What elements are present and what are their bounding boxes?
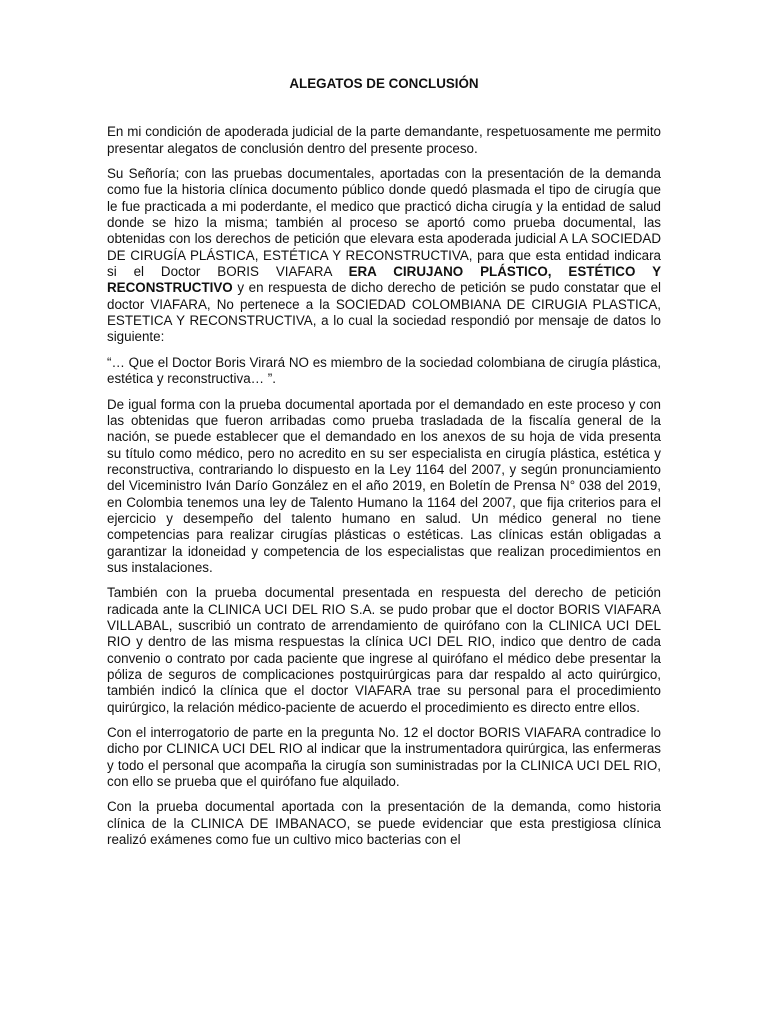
paragraph-clinic-response: También con la prueba documental presentada en respuesta del derecho de petición radicada ante la CLINICA UCI DEL RIO S.A. se pudo probar que el doctor BORIS VIAFARA VILLABAL, suscribió un contrato de arrendamiento de quirófano con la CLINICA UCI DEL RIO y dentro de las misma respuestas la clínica UCI DEL RIO, indico que dentro de cada convenio o contrato por cada paciente que ingrese al quirófano el médico debe presentar la póliza de seguros de complicaciones postquirúrgicas para dar respaldo al acto quirúrgico, también indicó la clínica que el doctor VIAFARA trae su personal para el procedimiento quirúrgico, la relación médico-paciente de acuerdo el procedimiento es directo entre ellos. — [107, 585, 661, 715]
paragraph-quote: “… Que el Doctor Boris Virará NO es miembro de la sociedad colombiana de cirugía plástica, estética y reconstructiva… ”. — [107, 354, 661, 387]
document-page — [107, 76, 661, 857]
paragraph-evidence-text-a: Su Señoría; con las pruebas documentales, aportadas con la presentación de la demanda como fue la historia clínica documento público donde quedó plasmada el tipo de cirugía que le fue practicada a mi poderdante, el medico que practicó dicha cirugía y la entidad de salud donde se hizo la misma; también al proceso se aportó como prueba documental, las obtenidas con los derechos de petición que elevara esta apoderada judicial A LA SOCIEDAD DE CIRUGÍA PLÁSTICA, ESTÉTICA Y RECONSTRUCTIVA, para que esta entidad indicara si el Doctor BORIS VIAFARA — [107, 166, 661, 280]
paragraph-defendant-evidence: De igual forma con la prueba documental aportada por el demandado en este proceso y con las obtenidas que fueron arribadas como prueba trasladada de la fiscalía general de la nación, se puede establecer que el demandado en los anexos de su hoja de vida presenta su título como médico, pero no acredito en su ser especialista en cirugía plástica, estética y reconstructiva, contrariando lo dispuesto en la Ley 1164 del 2007, y según pronunciamiento del Viceministro Iván Darío González en el año 2019, en Boletín de Prensa N° 038 del 2019, en Colombia tenemos una ley de Talento Humano la 1164 del 2007, que fija criterios para el ejercicio y desempeño del talento humano en salud. Un médico general no tiene competencias para realizar cirugías plásticas o estéticas. Las clínicas están obligadas a garantizar la idoneidad y competencia de los especialistas que realizan procedimientos en sus instalaciones. — [107, 396, 661, 575]
paragraph-interrogation: Con el interrogatorio de parte en la pregunta No. 12 el doctor BORIS VIAFARA contradice lo dicho por CLINICA UCI DEL RIO al indicar que la instrumentadora quirúrgica, las enfermeras y todo el personal que acompaña la cirugía son suministradas por la CLINICA UCI DEL RIO, con ello se prueba que el quirófano fue alquilado. — [107, 725, 661, 790]
paragraph-intro: En mi condición de apoderada judicial de la parte demandante, respetuosamente me permito presentar alegatos de conclusión dentro del presente proceso. — [107, 124, 661, 156]
paragraph-evidence-text-b: y en respuesta de dicho derecho de petición se pudo constatar que el doctor VIAFARA, No pertenece a la SOCIEDAD COLOMBIANA DE CIRUGIA PLASTICA, ESTETICA Y RECONSTRUCTIVA, a lo cual la sociedad respondió por mensaje de datos lo siguiente: — [107, 280, 661, 345]
paragraph-imbanaco: Con la prueba documental aportada con la presentación de la demanda, como historia clínica de la CLINICA DE IMBANACO, se puede evidenciar que esta prestigiosa clínica realizó exámenes como fue un cultivo mico bacterias con el — [107, 799, 661, 848]
paragraph-evidence-bold: ERA CIRUJANO PLÁSTICO, ESTÉTICO Y RECONSTRUCTIVO — [107, 264, 661, 296]
document-title: ALEGATOS DE CONCLUSIÓN — [289, 76, 479, 91]
paragraph-evidence — [107, 166, 661, 346]
